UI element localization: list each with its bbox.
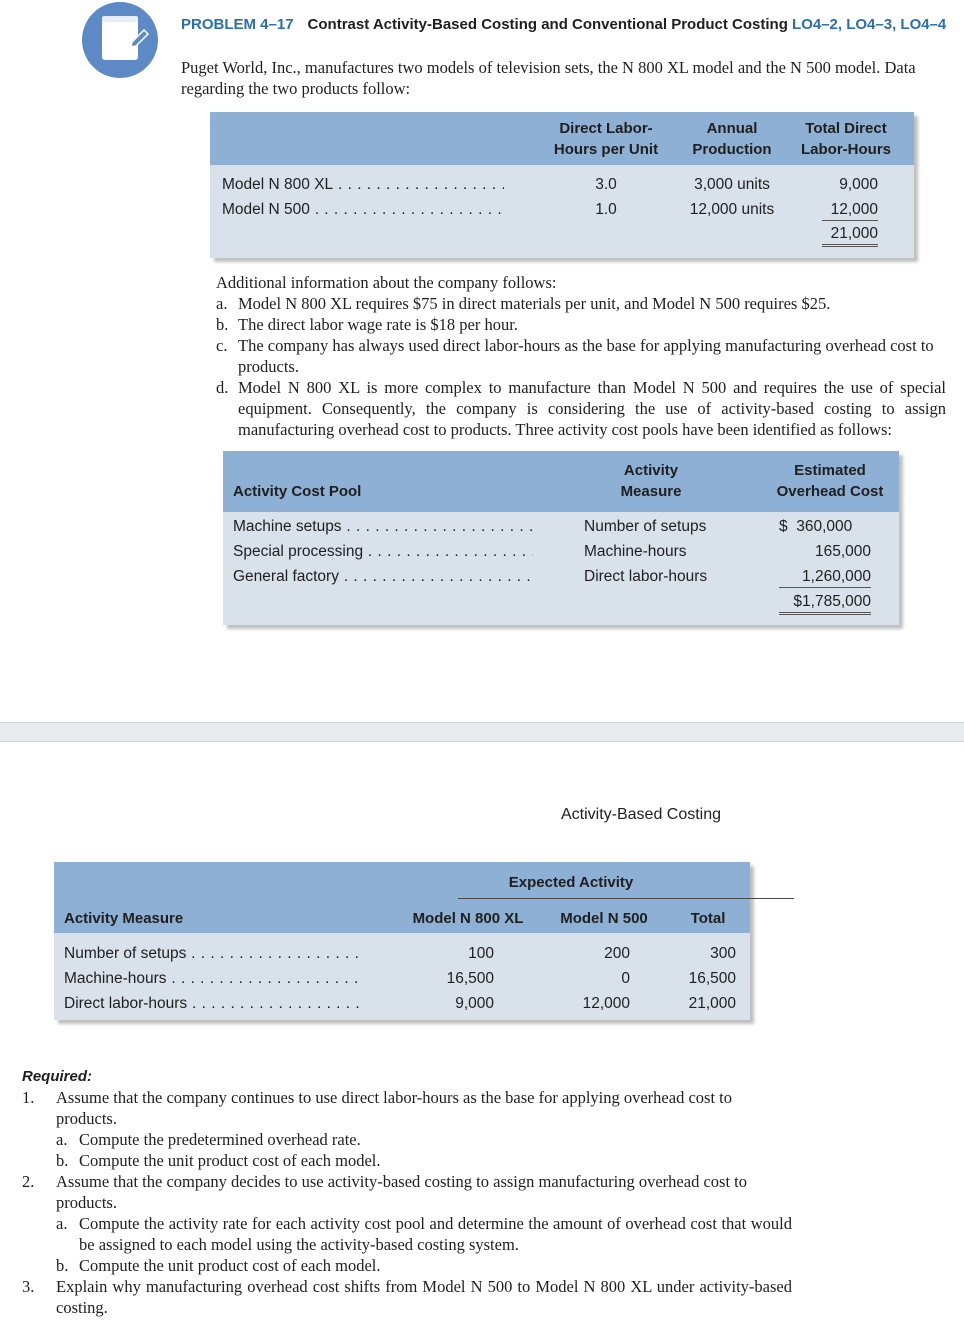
sub-text: Compute the activity rate for each activity cost pool and determine the amount of overhead cost that would be assigned to each model using the activity-based costing system. (79, 1214, 792, 1254)
sub-marker: a. (56, 1130, 68, 1149)
cell-total-dlh: 12,000 (822, 200, 878, 221)
cell-dlh-per-unit: 1.0 (595, 201, 617, 218)
row-measure: Number of setups . . . (64, 944, 360, 964)
col-model-n800xl: Model N 800 XL (412, 910, 524, 927)
item-text: The direct labor wage rate is $18 per hour. (238, 315, 518, 334)
problem-intro: Puget World, Inc., manufactures two models of television sets, the N 800 XL model and the N 500 model. Data regarding the two products follow: (181, 58, 916, 98)
cell-annual-production: 12,000 units (689, 201, 775, 218)
row-label: Model N 500 . . . (222, 200, 504, 220)
total-overhead-cost: $1,785,000 (779, 592, 871, 615)
cell-total-dlh: 9,000 (839, 176, 878, 193)
item-text: Model N 800 XL is more complex to manufacture than Model N 500 and requires the use of special equipment. Consequently, the company is considering the use of activity-based costing to assign manufacturing overhead cost to products. Three activity cost pools have been identified as follows: (238, 378, 946, 439)
row-measure: Direct labor-hours . . . (64, 994, 360, 1014)
notepad-pencil-icon (82, 2, 158, 78)
col-total: Total (690, 910, 726, 927)
sub-text: Compute the unit product cost of each model. (79, 1151, 381, 1170)
sub-question (22, 1150, 792, 1171)
cell-measure: Machine-hours (584, 543, 687, 560)
question-marker: 1. (22, 1088, 35, 1107)
required-section (22, 1066, 792, 1318)
question-text: Explain why manufacturing overhead cost shifts from Model N 500 to Model N 800 XL under activity-based costing. (56, 1277, 792, 1317)
cell-cost: 1,260,000 (779, 567, 871, 588)
col-model-n500: Model N 500 (560, 910, 648, 927)
col-annual-production: Annual Production (692, 120, 772, 158)
cell-total: 16,500 (688, 970, 736, 987)
cell-n800: 16,500 (446, 970, 494, 987)
cell-measure: Direct labor-hours (584, 568, 708, 585)
cell-measure: Number of setups (584, 518, 707, 535)
item-text: The company has always used direct labor-hours as the base for applying manufacturing overhead cost to products. (238, 336, 934, 376)
expected-activity-table (54, 862, 750, 1020)
abc-section-title: Activity-Based Costing (560, 806, 722, 823)
sub-question (22, 1213, 792, 1255)
additional-information (216, 272, 946, 440)
cell-cost: 165,000 (814, 543, 871, 560)
notepad-pencil-glyph (82, 2, 158, 78)
cell-n500: 12,000 (582, 995, 630, 1012)
question-text: Assume that the company continues to use direct labor-hours as the base for applying overhead cost to products. (56, 1088, 732, 1128)
sub-question (22, 1129, 792, 1150)
question-marker: 2. (22, 1172, 35, 1191)
list-item (216, 335, 946, 377)
cell-n800: 100 (468, 945, 494, 962)
item-marker: b. (216, 315, 229, 334)
problem-heading (181, 14, 951, 35)
col-activity-measure: Activity Measure (620, 462, 682, 500)
sub-marker: a. (56, 1214, 68, 1233)
labor-hours-table (210, 112, 914, 258)
additional-intro: Additional information about the company follows: (216, 273, 557, 292)
row-pool: Machine setups . . . (233, 517, 533, 537)
list-item (216, 377, 946, 440)
cell-dlh-per-unit: 3.0 (595, 176, 617, 193)
row-measure: Machine-hours . . . (64, 969, 360, 989)
col-estimated-overhead-cost: Estimated Overhead Cost (776, 462, 884, 500)
cell-n500: 0 (621, 970, 630, 987)
question-marker: 3. (22, 1277, 35, 1296)
list-item (216, 293, 946, 314)
col-total-dlh: Total Direct Labor-Hours (801, 120, 891, 158)
question (22, 1171, 792, 1213)
required-title: Required: (22, 1068, 93, 1085)
item-marker: d. (216, 378, 229, 397)
cell-cost: $ 360,000 (779, 518, 853, 535)
item-marker: c. (216, 336, 228, 355)
cell-total: 300 (710, 945, 736, 962)
activity-cost-pool-table (223, 451, 899, 625)
total-dlh: 21,000 (822, 224, 878, 247)
row-pool: Special processing . . . (233, 542, 533, 562)
item-text: Model N 800 XL requires $75 in direct materials per unit, and Model N 500 requires $25. (238, 294, 831, 313)
col-dlh-per-unit: Direct Labor-Hours per Unit (553, 120, 659, 158)
learning-objectives: LO4–2, LO4–3, LO4–4 (792, 16, 947, 33)
sub-marker: b. (56, 1256, 69, 1275)
cell-n800: 9,000 (455, 995, 494, 1012)
section-divider (0, 722, 964, 742)
row-pool: General factory . . . (233, 567, 533, 587)
cell-total: 21,000 (688, 995, 736, 1012)
row-label: Model N 800 XL . . . (222, 175, 504, 195)
col-activity-cost-pool: Activity Cost Pool (233, 483, 362, 500)
cell-n500: 200 (604, 945, 630, 962)
col-activity-measure: Activity Measure (64, 910, 184, 927)
question-text: Assume that the company decides to use activity-based costing to assign manufacturing overhead cost to products. (56, 1172, 747, 1212)
header-rule (458, 898, 794, 899)
problem-title: Contrast Activity-Based Costing and Conventional Product Costing (307, 16, 788, 33)
problem-number: PROBLEM 4–17 (181, 16, 294, 33)
question (22, 1276, 792, 1318)
sub-text: Compute the predetermined overhead rate. (79, 1130, 361, 1149)
question (22, 1087, 792, 1129)
sub-text: Compute the unit product cost of each model. (79, 1256, 381, 1275)
group-expected-activity: Expected Activity (508, 874, 634, 891)
sub-marker: b. (56, 1151, 69, 1170)
list-item (216, 314, 946, 335)
item-marker: a. (216, 294, 228, 313)
sub-question (22, 1255, 792, 1276)
cell-annual-production: 3,000 units (694, 176, 770, 193)
